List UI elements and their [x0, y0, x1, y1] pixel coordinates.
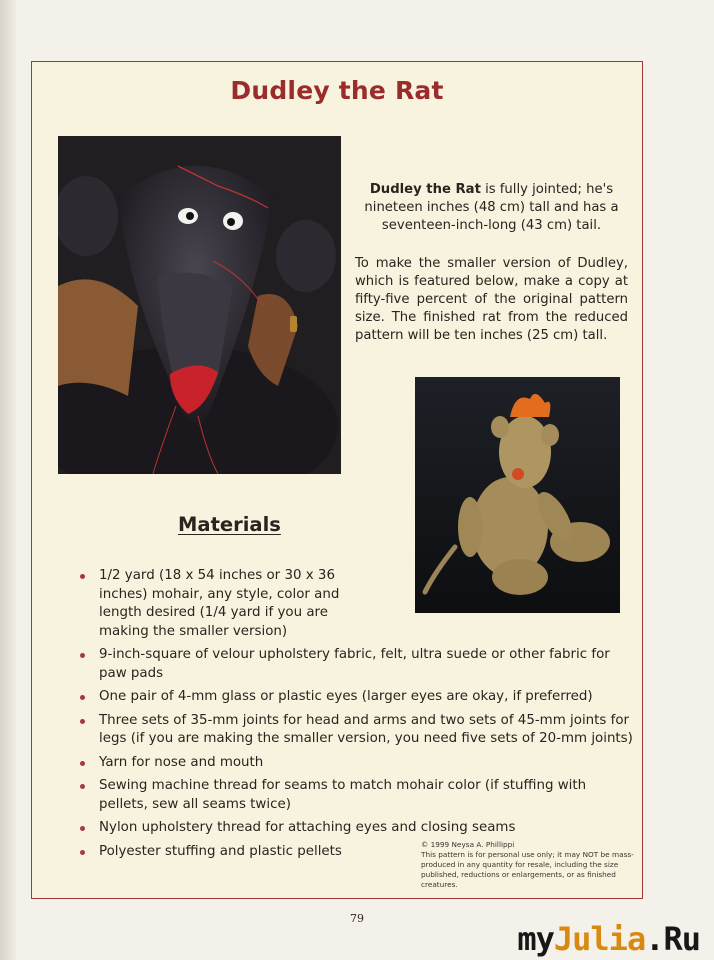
copyright-terms: This pattern is for personal use only; it may NOT be mass-produced in any quantity for resale, including the size published, reductions or enlargements, or as finished creatures.: [421, 850, 634, 889]
intro-text: is fully jointed; he's nineteen inches (48 cm) tall and has a seventeen-inch-long (43 cm) tail.: [364, 182, 619, 233]
intro-paragraph: [355, 181, 628, 235]
list-item: Nylon upholstery thread for attaching eyes and closing seams: [80, 819, 635, 838]
watermark-part-1: my: [517, 920, 554, 958]
watermark-part-2: Julia: [553, 920, 646, 958]
list-item: 9-inch-square of velour upholstery fabric, felt, ultra suede or other fabric for paw pads: [80, 646, 635, 683]
smaller-version-paragraph: To make the smaller version of Dudley, which is featured below, make a copy at fifty-five percent of the original pattern size. The finished rat from the reduced pattern will be ten inches (25 cm) tall.: [355, 256, 628, 343]
list-item: One pair of 4-mm glass or plastic eyes (larger eyes are okay, if preferred): [80, 688, 635, 707]
watermark-part-3: .Ru: [645, 920, 700, 958]
binding-gutter: [0, 0, 16, 960]
page-title: Dudley the Rat: [230, 76, 444, 105]
list-item: Three sets of 35-mm joints for head and arms and two sets of 45-mm joints for legs (if you are making the smaller version, you need five sets of 20-mm joints): [80, 712, 635, 749]
list-item: Sewing machine thread for seams to match mohair color (if stuffing with pellets, sew all seams twice): [80, 777, 635, 814]
page-number: 79: [350, 912, 364, 925]
copyright-line: © 1999 Neysa A. Phillippi: [421, 840, 515, 849]
page-frame: [31, 61, 643, 899]
list-item: Yarn for nose and mouth: [80, 754, 635, 773]
list-item: 1/2 yard (18 x 54 inches or 30 x 36 inches) mohair, any style, color and length desired (1/4 yard if you are making the smaller version): [80, 567, 381, 641]
large-rat-photo: [58, 136, 341, 474]
intro-bold-name: Dudley the Rat: [369, 182, 481, 197]
materials-heading: Materials: [178, 513, 281, 536]
site-watermark: [517, 920, 700, 958]
copyright-notice: [421, 840, 636, 890]
materials-list: [80, 567, 635, 866]
list-item: Polyester stuffing and plastic pellets: [80, 843, 635, 862]
